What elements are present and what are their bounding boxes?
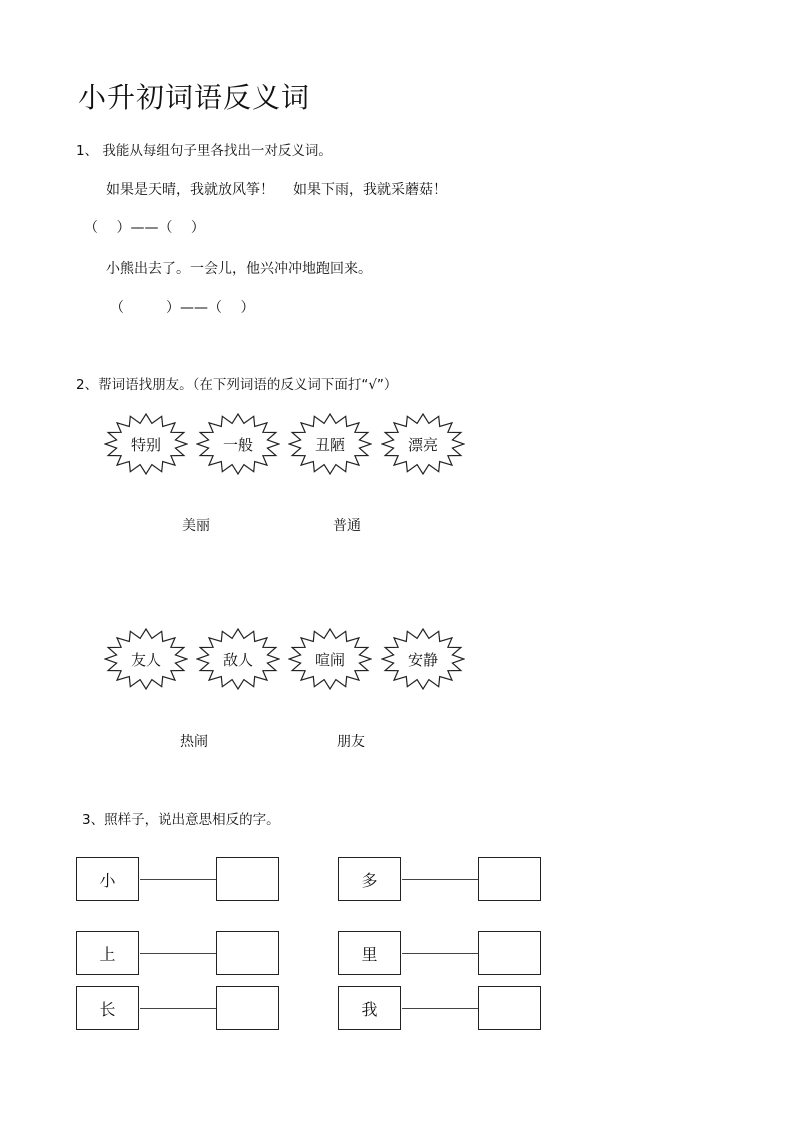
starburst-word — [288, 628, 372, 690]
q1-prompt: 1、 我能从每组句子里各找出一对反义词。 — [76, 143, 332, 159]
starburst-word — [196, 628, 280, 690]
starburst-word-label: 特别 — [130, 435, 161, 454]
answer-box[interactable] — [478, 986, 541, 1030]
connector-line — [402, 1008, 478, 1009]
given-character-box: 长 — [76, 986, 139, 1030]
q1-blank-a: （ ）——（ ） — [84, 220, 205, 236]
given-character-box: 里 — [338, 931, 401, 975]
starburst-word-label: 丑陋 — [314, 435, 345, 454]
starburst-word-label: 漂亮 — [407, 435, 438, 454]
answer-word: 美丽 — [182, 518, 210, 534]
answer-box[interactable] — [216, 857, 279, 901]
answer-word: 普通 — [333, 518, 361, 534]
starburst-word-label: 喧闹 — [314, 650, 345, 669]
starburst-word-label: 敌人 — [222, 650, 253, 669]
starburst-word-label: 安静 — [407, 650, 438, 669]
starburst-word-label: 友人 — [130, 650, 161, 669]
starburst-word — [381, 413, 465, 475]
given-character-box: 我 — [338, 986, 401, 1030]
answer-word: 朋友 — [337, 734, 365, 750]
q2-prompt: 2、帮词语找朋友。（在下列词语的反义词下面打“√”） — [76, 377, 398, 393]
starburst-word — [288, 413, 372, 475]
q1-blank-b: （ ）——（ ） — [110, 300, 255, 316]
starburst-word — [104, 413, 188, 475]
q3-prompt: 3、照样子，说出意思相反的字。 — [82, 812, 280, 828]
connector-line — [140, 953, 216, 954]
connector-line — [140, 879, 216, 880]
given-character-box: 上 — [76, 931, 139, 975]
answer-box[interactable] — [478, 931, 541, 975]
answer-word: 热闹 — [180, 734, 208, 750]
q1-sentence-a2: 如果下雨，我就采蘑菇！ — [293, 182, 447, 198]
answer-box[interactable] — [478, 857, 541, 901]
given-character-box: 多 — [338, 857, 401, 901]
given-character-box: 小 — [76, 857, 139, 901]
q1-sentence-a1: 如果是天晴，我就放风筝！ — [106, 182, 274, 198]
starburst-word — [196, 413, 280, 475]
q1-sentence-b: 小熊出去了。一会儿，他兴冲冲地跑回来。 — [106, 261, 372, 277]
connector-line — [402, 953, 478, 954]
connector-line — [402, 879, 478, 880]
starburst-word — [381, 628, 465, 690]
answer-box[interactable] — [216, 986, 279, 1030]
starburst-word — [104, 628, 188, 690]
answer-box[interactable] — [216, 931, 279, 975]
starburst-word-label: 一般 — [222, 435, 253, 454]
connector-line — [140, 1008, 216, 1009]
page-title: 小升初词语反义词 — [78, 81, 311, 114]
